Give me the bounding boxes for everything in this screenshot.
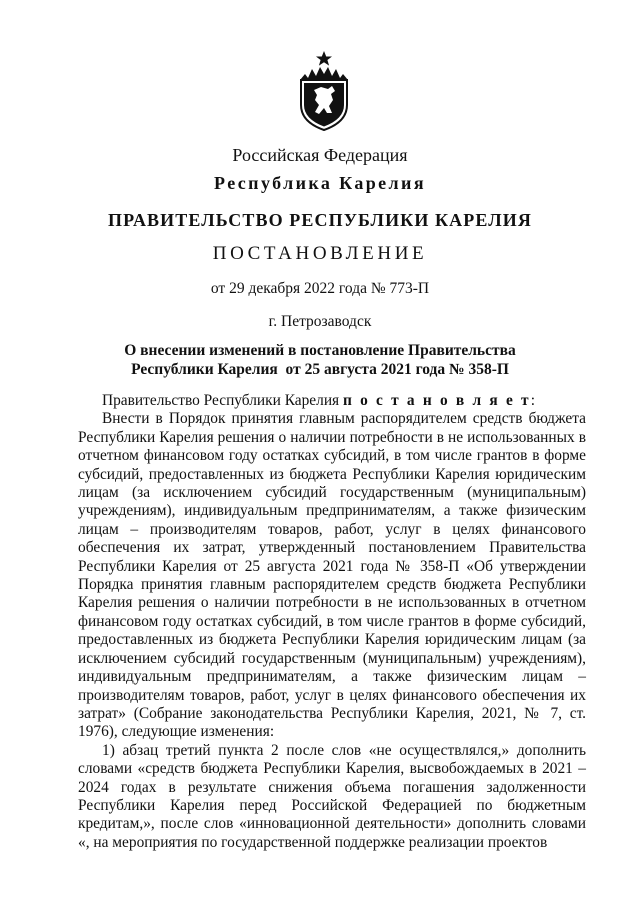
intro-prefix: Правительство Республики Карелия — [102, 392, 343, 409]
paragraph-2: 1) абзац третий пункта 2 после слов «не осуществлялся,» дополнить словами «средств бюджета Республики Карелия, высвобождаемых в 2021 – 2024 годах в результате снижения объема погашения задолженности Республики Карелия перед Российской Федерацией по бюджетным кредитам,», после слов «инновационной деятельности» дополнить словами «, на мероприятия по государственной поддержке реализации проектов — [78, 741, 586, 851]
title-line-2: Республики Карелия от 25 августа 2021 года № 358-П — [131, 361, 509, 378]
karelia-coat-of-arms-icon — [297, 50, 351, 132]
city: г. Петрозаводск — [268, 313, 372, 330]
document-body — [78, 392, 586, 852]
government-name: ПРАВИТЕЛЬСТВО РЕСПУБЛИКИ КАРЕЛИЯ — [108, 210, 532, 230]
intro-paragraph — [78, 392, 586, 410]
republic-name: Республика Карелия — [214, 173, 426, 193]
document-title — [0, 341, 640, 379]
title-line-1: О внесении изменений в постановление Правительства — [124, 342, 516, 359]
paragraph-1: Внести в Порядок принятия главным распорядителем средств бюджета Республики Карелия решения о наличии потребности в не использованных в отчетном финансовом году остатках субсидий, в том числе грантов в форме субсидий, предоставленных из бюджета Республики Карелия юридическим лицам (за исключением субсидий государственным (муниципальным) учреждениям), индивидуальным предпринимателям, а также физическим лицам – производителям товаров, работ, услуг в целях финансового обеспечения их затрат, утвержденный постановлением Правительства Республики Карелия от 25 августа 2021 года № 358-П «Об утверждении Порядка принятия главным распорядителем средств бюджета Республики Карелия решения о наличии потребности в не использованных в отчетном финансовом году остатках субсидий, в том числе грантов в форме субсидий, предоставленных из бюджета Республики Карелия юридическим лицам (за исключением субсидий государственным (муниципальным) учреждениям), индивидуальным предпринимателям, а также физическим лицам – производителям товаров, работ, услуг в целях финансового обеспечения их затрат» (Собрание законодательства Республики Карелия, 2021, № 7, ст. 1976), следующие изменения: — [78, 410, 586, 741]
date-and-number: от 29 декабря 2022 года № 773-П — [210, 280, 430, 297]
decree-word: п о с т а н о в л я е т — [342, 392, 531, 409]
intro-suffix: : — [530, 392, 536, 409]
document-type: ПОСТАНОВЛЕНИЕ — [212, 243, 428, 264]
country-name: Российская Федерация — [232, 145, 408, 165]
